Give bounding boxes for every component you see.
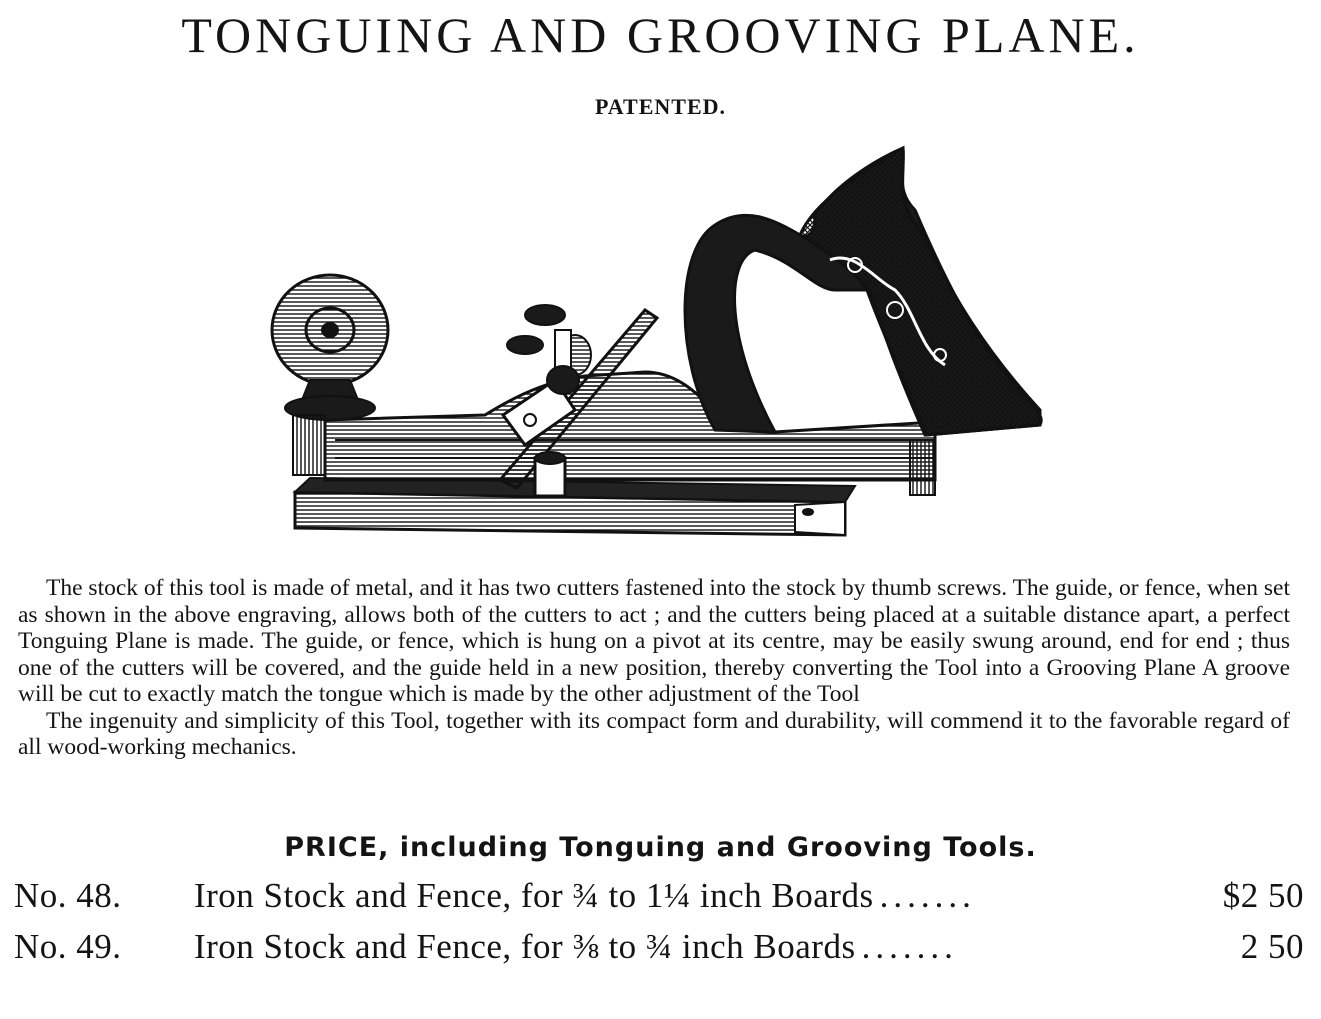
- dot-leader: .......: [861, 927, 958, 966]
- price-row: [14, 876, 1304, 920]
- item-number: No. 49.: [14, 927, 122, 966]
- dot-leader: .......: [879, 876, 976, 915]
- description-paragraph: The ingenuity and simplicity of this Tool, together with its compact form and durability, will commend it to the favorable regard of all wood-working mechanics.: [18, 707, 1290, 760]
- price-row: [14, 927, 1304, 971]
- item-number: No. 48.: [14, 876, 122, 915]
- page-title: TONGUING AND GROOVING PLANE.: [181, 7, 1140, 63]
- plane-engraving: [255, 140, 1055, 560]
- description-text: [18, 575, 1290, 761]
- patented-label: PATENTED.: [594, 94, 727, 119]
- description-paragraph: The stock of this tool is made of metal, and it has two cutters fastened into the stock by thumb screws. The guide, or fence, when set as shown in the above engraving, allows both of the cutters to act ; and the cutters being placed at a suitable distance apart, a perfect Tonguing Plane is made. The guide, or fence, which is hung on a pivot at its centre, may be easily swung around, end for end ; thus one of the cutters will be covered, and the guide held in a new position, thereby converting the Tool into a Grooving Plane A groove will be cut to exactly match the tongue which is made by the other adjustment of the Tool: [18, 575, 1290, 707]
- item-description: Iron Stock and Fence, for ⅜ to ¾ inch Boards: [194, 927, 856, 966]
- item-description: Iron Stock and Fence, for ¾ to 1¼ inch Boards: [194, 876, 874, 915]
- item-price: $2 50: [1222, 876, 1304, 915]
- price-heading: PRICE, including Tonguing and Grooving Tools.: [284, 832, 1037, 863]
- item-price: 2 50: [1240, 927, 1304, 966]
